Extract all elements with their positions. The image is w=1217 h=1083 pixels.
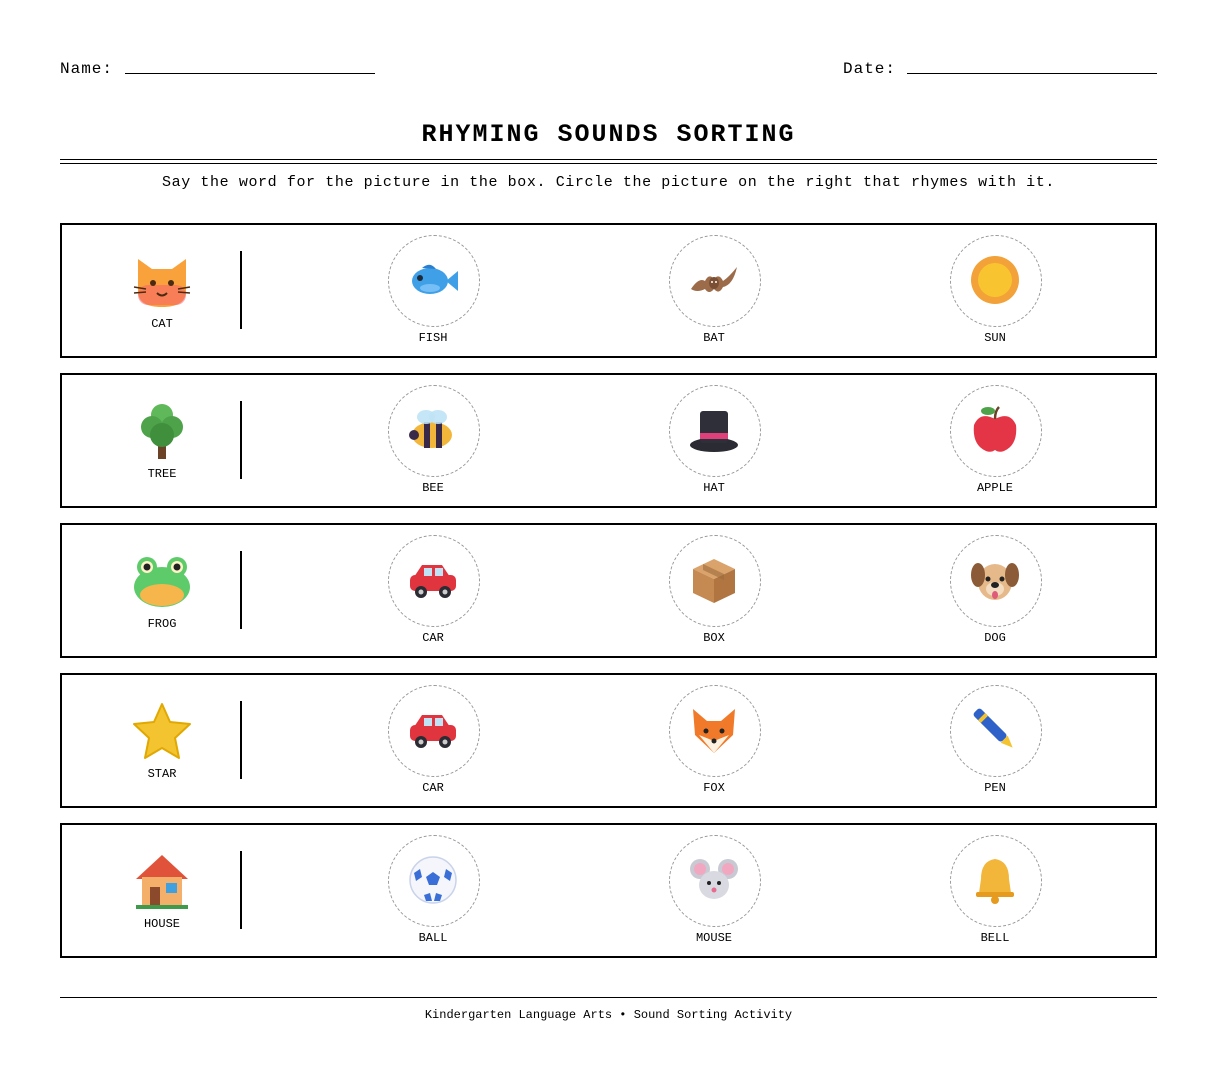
target-picture: [102, 543, 222, 633]
car-icon: [408, 705, 458, 755]
choice-word: BALL: [418, 931, 448, 945]
choice-option[interactable]: [655, 535, 775, 647]
apple-icon: [970, 405, 1020, 455]
choice-option[interactable]: [374, 685, 494, 797]
mouse-icon: [689, 855, 739, 905]
choice-word: FOX: [703, 781, 725, 795]
dog-icon: [970, 555, 1020, 605]
choice-word: HAT: [703, 481, 725, 495]
tree-icon: [132, 401, 192, 461]
target-word: HOUSE: [143, 917, 180, 931]
choice-option[interactable]: [374, 835, 494, 947]
choice-word: BAT: [703, 331, 725, 345]
hat-icon: [689, 405, 739, 455]
car-icon: [408, 555, 458, 605]
date-label: Date:: [843, 60, 897, 78]
rhyme-row: [60, 673, 1157, 808]
rhyme-row: [60, 823, 1157, 958]
instructions: Say the word for the picture in the box. Circle the picture on the right that rhymes with it.: [162, 174, 1055, 191]
choice-word: APPLE: [976, 481, 1013, 495]
choice-option[interactable]: [655, 235, 775, 347]
choice-option[interactable]: [655, 685, 775, 797]
choice-option[interactable]: [655, 835, 775, 947]
bat-icon: [689, 255, 739, 305]
row-divider: [240, 251, 242, 329]
sun-icon: [970, 255, 1020, 305]
bell-icon: [970, 855, 1020, 905]
choice-word: MOUSE: [695, 931, 732, 945]
choice-word: CAR: [422, 781, 444, 795]
pen-icon: [970, 705, 1020, 755]
target-word: TREE: [147, 467, 177, 481]
choice-option[interactable]: [936, 535, 1056, 647]
header: [60, 60, 1157, 80]
choice-option[interactable]: [936, 835, 1056, 947]
row-divider: [240, 851, 242, 929]
house-icon: [132, 851, 192, 911]
rhyme-row: [60, 223, 1157, 358]
choice-option[interactable]: [374, 235, 494, 347]
title-divider: [60, 159, 1157, 164]
bee-icon: [408, 405, 458, 455]
rhyme-row: [60, 373, 1157, 508]
choice-word: CAR: [422, 631, 444, 645]
choice-word: BOX: [703, 631, 725, 645]
choice-option[interactable]: [374, 385, 494, 497]
choice-word: DOG: [984, 631, 1006, 645]
choice-option[interactable]: [936, 385, 1056, 497]
target-picture: [102, 843, 222, 933]
date-field[interactable]: [907, 73, 1157, 74]
choice-option[interactable]: [655, 385, 775, 497]
target-picture: [102, 393, 222, 483]
footer-text: Kindergarten Language Arts • Sound Sorting Activity: [424, 1008, 793, 1022]
fish-icon: [408, 255, 458, 305]
choice-option[interactable]: [936, 685, 1056, 797]
cat-icon: [132, 251, 192, 311]
choice-word: PEN: [984, 781, 1006, 795]
choice-word: BEE: [422, 481, 444, 495]
name-field[interactable]: [125, 73, 375, 74]
box-icon: [689, 555, 739, 605]
frog-icon: [132, 551, 192, 611]
row-divider: [240, 551, 242, 629]
choice-word: FISH: [418, 331, 448, 345]
page-title: RHYMING SOUNDS SORTING: [421, 120, 796, 149]
name-label: Name:: [60, 60, 114, 78]
row-divider: [240, 401, 242, 479]
target-picture: [102, 693, 222, 783]
row-divider: [240, 701, 242, 779]
star-icon: [132, 701, 192, 761]
footer-divider: [60, 997, 1157, 998]
ball-icon: [408, 855, 458, 905]
choice-word: BELL: [980, 931, 1010, 945]
rhyme-row: [60, 523, 1157, 658]
choice-option[interactable]: [936, 235, 1056, 347]
fox-icon: [689, 705, 739, 755]
target-picture: [102, 243, 222, 333]
target-word: FROG: [147, 617, 177, 631]
choice-option[interactable]: [374, 535, 494, 647]
target-word: STAR: [147, 767, 177, 781]
choice-word: SUN: [984, 331, 1006, 345]
target-word: CAT: [151, 317, 173, 331]
